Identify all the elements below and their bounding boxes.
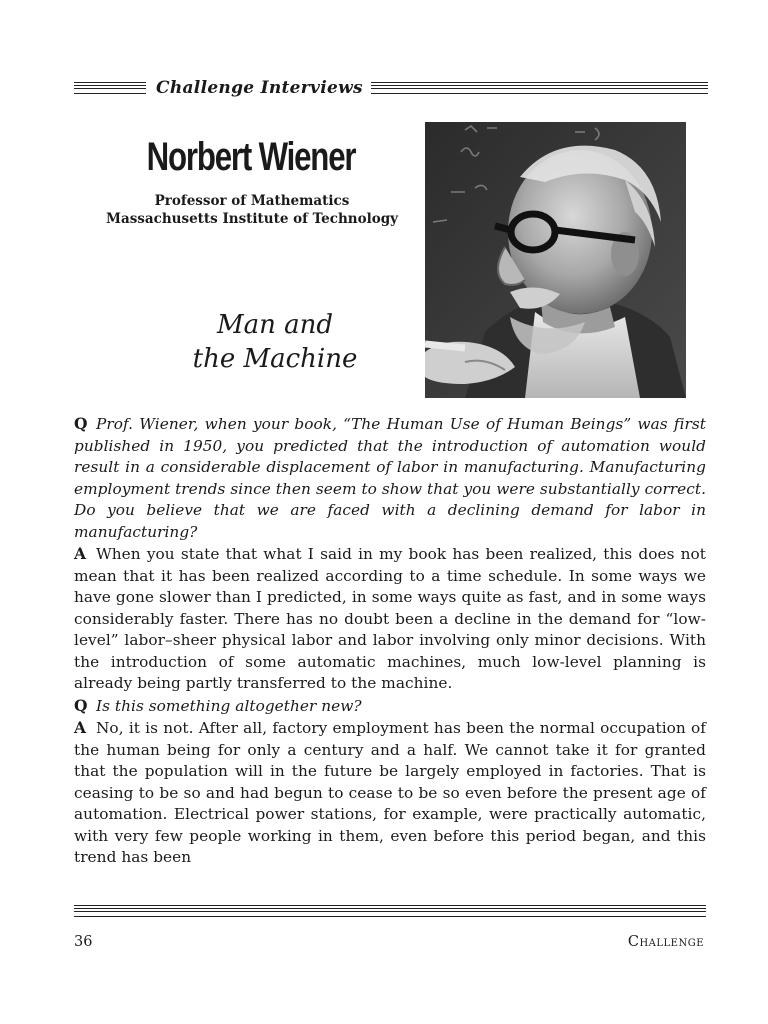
publication-name: Challenge — [627, 934, 704, 950]
portrait-illustration — [425, 122, 686, 398]
speaker-marker: A — [74, 544, 87, 563]
answer-text: When you state that what I said in my book has been realized, this does not mean that it has been realized according to a time schedule. In some ways we have gone slower than I predicted, in some ways quite as fast, and in some ways considerably faster. There has no doubt been a decline in the demand for “low-level” labor–sheer physical labor and labor involving only minor decisions. With the introduction of some automatic machines, much low-level planning is already being partly transferred to the machine. — [74, 545, 706, 692]
interviewee-affiliation — [80, 192, 424, 228]
article-title — [150, 308, 400, 376]
speaker-marker: Q — [74, 414, 88, 433]
article-title-line1: Man and — [216, 310, 334, 340]
portrait-photo — [425, 122, 686, 398]
header-rule-left — [74, 82, 146, 94]
speaker-marker: Q — [74, 695, 88, 715]
section-title: Challenge Interviews — [156, 78, 363, 98]
header-rule-right — [371, 82, 708, 94]
interview-body — [74, 413, 706, 869]
page-number: 36 — [74, 934, 93, 950]
answer-text: No, it is not. After all, factory employment has been the normal occupation of the human being for only a century and a half. We cannot take it for granted that the population will in the future be largely employed in factories. That is ceasing to be so and had begun to cease to be so even before the present age of automation. Electrical power stations, for example, were practically automatic, with very few people working in them, even before this period began, and this trend has been — [74, 719, 706, 866]
question-text: Is this something altogether new? — [96, 696, 362, 715]
interviewee-name: Norbert Wiener — [146, 135, 356, 179]
question-paragraph — [74, 695, 706, 718]
affiliation-title: Professor of Mathematics — [154, 193, 350, 209]
article-title-line2: the Machine — [192, 344, 358, 374]
affiliation-institution: Massachusetts Institute of Technology — [106, 211, 398, 227]
answer-paragraph — [74, 717, 706, 869]
question-text: Prof. Wiener, when your book, “The Human Use of Human Beings” was first published in 1950, you predicted that the introduction of automation would result in a considerable displacement of labor in manufacturing. Manufacturing employment trends since then seem to show that you were substantially correct. Do you believe that we are faced with a declining demand for labor in manufacturing? — [74, 415, 706, 541]
section-header — [74, 74, 708, 102]
speaker-marker: A — [74, 718, 87, 737]
answer-paragraph — [74, 543, 706, 695]
footer-rule — [74, 905, 706, 917]
question-paragraph — [74, 413, 706, 543]
